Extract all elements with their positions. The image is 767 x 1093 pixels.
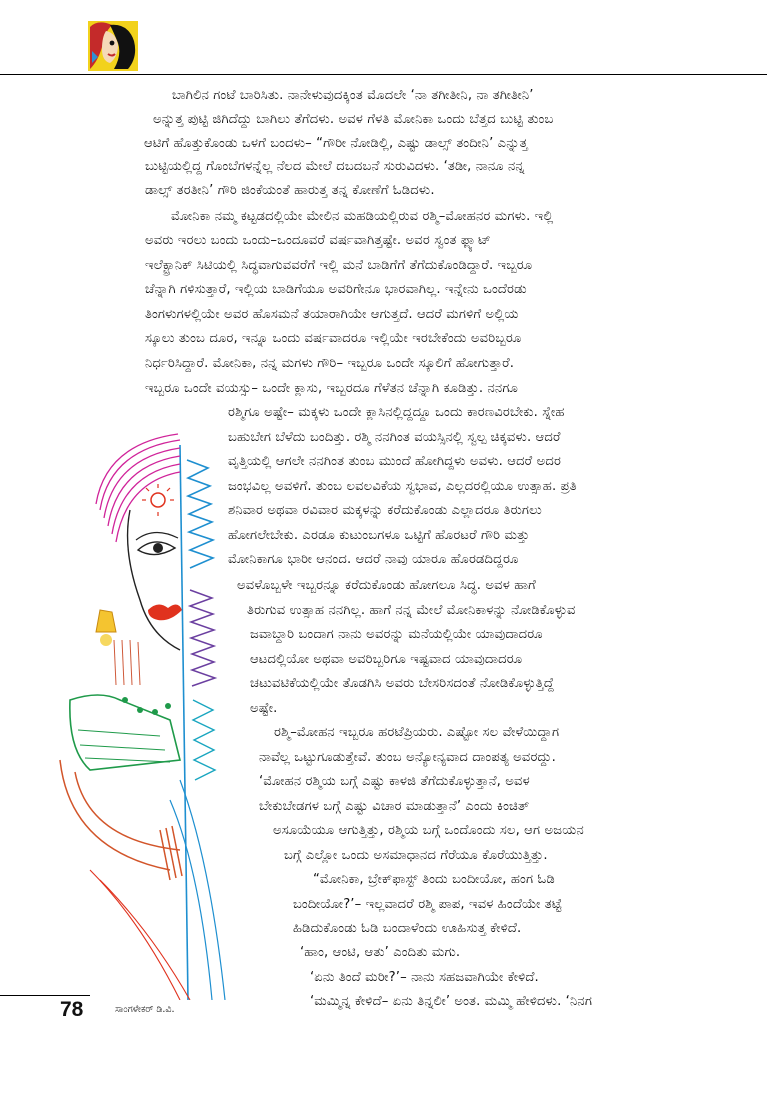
article-line: ‘ಮೋಹನ ರಶ್ಮಿಯ ಬಗ್ಗೆ ಎಷ್ಟು ಕಾಳಜಿ ತೆಗೆದುಕೊಳ್ಳುತ್ತಾನೆ, ಅವಳ bbox=[259, 774, 530, 789]
article-line: ನಿರ್ಧರಿಸಿದ್ದಾರೆ. ಮೋನಿಕಾ, ನನ್ನ ಮಗಳು ಗೌರಿ– ಇಬ್ಬರೂ ಒಂದೇ ಸ್ಕೂಲಿಗೆ ಹೋಗುತ್ತಾರೆ. bbox=[145, 356, 514, 371]
article-line: ರಶ್ಮಿ–ಮೋಹನ ಇಬ್ಬರೂ ಹರಟೆಪ್ರಿಯರು. ಎಷ್ಟೋ ಸಲ ವೇಳೆಯಿದ್ದಾಗ bbox=[274, 725, 560, 740]
page-number: 78 bbox=[60, 998, 84, 1021]
article-line: ಅನ್ನುತ್ತ ಪುಟ್ಟಿ ಜಿಗಿದೆದ್ದು ಬಾಗಿಲು ತೆಗೆದಳು. ಅವಳ ಗೆಳತಿ ಮೋನಿಕಾ ಒಂದು ಬೆತ್ತದ ಬುಟ್ಟಿ ತುಂಬ bbox=[153, 112, 554, 127]
article-line: ಮೋನಿಕಾಗೂ ಭಾರೀ ಆನಂದ. ಆದರೆ ನಾವು ಯಾರೂ ಹೊರಡದಿದ್ದರೂ bbox=[228, 552, 519, 567]
header-rule bbox=[0, 74, 767, 75]
article-line: ರಶ್ಮಿಗೂ ಅಷ್ಟೇ– ಮಕ್ಕಳು ಒಂದೇ ಕ್ಲಾಸಿನಲ್ಲಿದ್ದದ್ದೂ ಒಂದು ಕಾರಣವಿರಬೇಕು. ಸ್ನೇಹ bbox=[228, 405, 565, 420]
article-line: ಚೆನ್ನಾಗಿ ಗಳಿಸುತ್ತಾರೆ, ಇಲ್ಲಿಯ ಬಾಡಿಗೆಯೂ ಅವರಿಗೇನೂ ಭಾರವಾಗಿಲ್ಲ. ಇನ್ನೇನು ಒಂದೆರಡು bbox=[145, 282, 527, 297]
article-line: ಬಹುಬೇಗ ಬೆಳೆದು ಬಂದಿತ್ತು. ರಶ್ಮಿ ನನಗಿಂತ ವಯಸ್ಸಿನಲ್ಲಿ ಸ್ವಲ್ಪ ಚಿಕ್ಕವಳು. ಆದರೆ bbox=[228, 430, 561, 445]
article-line: ಬಾಗಿಲಿನ ಗಂಟೆ ಬಾರಿಸಿತು. ನಾನೇಳುವುದಕ್ಕಿಂತ ಮೊದಲೇ ‘ನಾ ತಗೀತೀನಿ, ನಾ ತಗೀತೀನಿ’ bbox=[172, 88, 534, 103]
article-line: ಬಗ್ಗೆ ಎಲ್ಲೋ ಒಂದು ಅಸಮಾಧಾನದ ಗೆರೆಯೂ ಕೊರೆಯುತ್ತಿತ್ತು. bbox=[284, 848, 548, 863]
article-line: ‘ಮಮ್ಮಿನ್ನ ಕೇಳಿದೆ– ಏನು ತಿನ್ನಲೀ’ ಅಂತ. ಮಮ್ಮಿ ಹೇಳಿದಳು. ‘ನಿನಗ bbox=[310, 994, 593, 1009]
article-line: ಅವಳೊಬ್ಬಳೇ ಇಬ್ಬರನ್ನೂ ಕರೆದುಕೊಂಡು ಹೋಗಲೂ ಸಿದ್ಧ. ಅವಳ ಹಾಗೆ bbox=[237, 578, 536, 593]
article-line: ವೃತ್ತಿಯಲ್ಲಿ ಆಗಲೇ ನನಗಿಂತ ತುಂಬ ಮುಂದೆ ಹೋಗಿದ್ದಳು ಅವಳು. ಆದರೆ ಅದರ bbox=[228, 454, 562, 469]
footer-rule bbox=[0, 995, 90, 996]
article-line: ಬೇಕುಬೇಡಗಳ ಬಗ್ಗೆ ಎಷ್ಟು ವಿಚಾರ ಮಾಡುತ್ತಾನೆ’ ಎಂದು ಕಿಂಚಿತ್ bbox=[259, 799, 530, 814]
article-line: ಅಷ್ಟೇ. bbox=[250, 701, 278, 716]
article-line: ಮೋನಿಕಾ ನಮ್ಮ ಕಟ್ಟಡದಲ್ಲಿಯೇ ಮೇಲಿನ ಮಹಡಿಯಲ್ಲಿರುವ ರಶ್ಮಿ–ಮೋಹನರ ಮಗಳು. ಇಲ್ಲಿ bbox=[171, 209, 554, 224]
article-line: ತಿಂಗಳುಗಳಲ್ಲಿಯೇ ಅವರ ಹೊಸಮನೆ ತಯಾರಾಗಿಯೇ ಆಗುತ್ತದೆ. ಆದರೆ ಮಗಳಿಗೆ ಅಲ್ಲಿಯ bbox=[145, 307, 519, 322]
article-line: ಚಟುವಟಿಕೆಯಲ್ಲಿಯೇ ತೊಡಗಿಸಿ ಅವರು ಬೇಸರಿಸದಂತೆ ನೋಡಿಕೊಳ್ಳುತ್ತಿದ್ದೆ bbox=[250, 676, 555, 691]
woman-sketch-illustration bbox=[30, 400, 255, 1000]
article-line: ಇಲೆಕ್ಟ್ರಾನಿಕ್ ಸಿಟಿಯಲ್ಲಿ ಸಿದ್ಧವಾಗುವವರೆಗೆ ಇಲ್ಲಿ ಮನೆ ಬಾಡಿಗೆಗೆ ತೆಗೆದುಕೊಂಡಿದ್ದಾರೆ. ಇಬ್ಬರೂ bbox=[145, 258, 533, 273]
article-line: ‘ಹಾಂ, ಆಂಟಿ, ಆತು’ ಎಂದಿತು ಮಗು. bbox=[300, 945, 461, 960]
article-line: ಬುಟ್ಟಿಯಲ್ಲಿದ್ದ ಗೊಂಬೆಗಳನ್ನೆಲ್ಲ ನೆಲದ ಮೇಲೆ ದಬದಬನೆ ಸುರುವಿದಳು. ‘ತಡೀ, ನಾನೂ ನನ್ನ bbox=[145, 159, 525, 174]
article-line: ಹಿಡಿದುಕೊಂಡು ಓಡಿ ಬಂದಾಳೆಂದು ಊಹಿಸುತ್ತ ಕೇಳಿದೆ. bbox=[293, 921, 522, 936]
illustration-credit: ಸಾಂಗಳೇಕರ್ ಡಿ.ವಿ. bbox=[115, 1004, 175, 1015]
article-line: ಸ್ಕೂಲು ತುಂಬ ದೂರ, ಇನ್ನೂ ಒಂದು ವರ್ಷವಾದರೂ ಇಲ್ಲಿಯೇ ಇರಬೇಕೆಂದು ಅವರಿಬ್ಬರೂ bbox=[145, 331, 522, 346]
article-line: ಆಟದಲ್ಲಿಯೋ ಅಥವಾ ಅವರಿಬ್ಬರಿಗೂ ಇಷ್ಟವಾದ ಯಾವುದಾದರೂ bbox=[250, 652, 523, 667]
article-line: ನಾವೆಲ್ಲ ಒಟ್ಟುಗೂಡುತ್ತೇವೆ. ತುಂಬ ಅನ್ಯೋನ್ಯವಾದ ದಾಂಪತ್ಯ ಅವರದ್ದು. bbox=[259, 750, 556, 765]
article-line: ತಿರುಗುವ ಉತ್ಸಾಹ ನನಗಿಲ್ಲ. ಹಾಗೆ ನನ್ನ ಮೇಲೆ ಮೋನಿಕಾಳನ್ನು ನೋಡಿಕೊಳ್ಳುವ bbox=[247, 603, 576, 618]
article-line: “ಮೋನಿಕಾ, ಬ್ರೇಕ್‌ಫಾಸ್ಟ್ ತಿಂದು ಬಂದೀಯೋ, ಹಂಗ ಓಡಿ bbox=[313, 872, 555, 887]
article-line: ಇಬ್ಬರೂ ಒಂದೇ ವಯಸ್ಸು– ಒಂದೇ ಕ್ಲಾಸು, ಇಬ್ಬರದೂ ಗೆಳೆತನ ಚೆನ್ನಾಗಿ ಕೂಡಿತ್ತು. ನನಗೂ bbox=[145, 381, 518, 396]
article-line: ಜಂಭವಿಲ್ಲ ಅವಳಿಗೆ. ತುಂಬ ಲವಲವಿಕೆಯ ಸ್ವಭಾವ, ಎಲ್ಲದರಲ್ಲಿಯೂ ಉತ್ಸಾಹ. ಪ್ರತಿ bbox=[228, 479, 577, 494]
magazine-logo-icon bbox=[88, 21, 138, 71]
article-line: ಆಟಿಗೆ ಹೊತ್ತುಕೊಂಡು ಒಳಗೆ ಬಂದಳು– “ಗೌರೀ ನೋಡಿಲ್ಲಿ, ಎಷ್ಟು ಡಾಲ್ಸ್ ತಂದೀನಿ’ ಎನ್ನುತ್ತ bbox=[144, 136, 528, 151]
article-line: ಅಸೂಯೆಯೂ ಆಗುತ್ತಿತ್ತು, ರಶ್ಮಿಯ ಬಗ್ಗೆ ಒಂದೊಂದು ಸಲ, ಆಗ ಅಜಯನ bbox=[273, 823, 584, 838]
article-line: ಅವರು ಇರಲು ಬಂದು ಒಂದು–ಒಂದೂವರೆ ವರ್ಷವಾಗಿತ್ತಷ್ಟೇ. ಅವರ ಸ್ವಂತ ಫ್ಲ್ಯಾಟ್ bbox=[145, 233, 492, 248]
article-line: ಬಂದೀಯೋ?’– ಇಲ್ಲವಾದರೆ ರಶ್ಮಿ ಪಾಪ, ಇವಳ ಹಿಂದೆಯೇ ತಟ್ಟೆ bbox=[293, 897, 563, 912]
article-line: ಡಾಲ್ಸ್ ತರತೀನಿ’ ಗೌರಿ ಜಿಂಕೆಯಂತೆ ಹಾರುತ್ತ ತನ್ನ ಕೋಣೆಗೆ ಓಡಿದಳು. bbox=[145, 183, 435, 198]
article-line: ಶನಿವಾರ ಅಥವಾ ರವಿವಾರ ಮಕ್ಕಳನ್ನು ಕರೆದುಕೊಂಡು ಎಲ್ಲಾದರೂ ತಿರುಗಲು bbox=[228, 503, 542, 518]
article-line: ಜವಾಬ್ದಾರಿ ಬಂದಾಗ ನಾನು ಅವರನ್ನು ಮನೆಯಲ್ಲಿಯೇ ಯಾವುದಾದರೂ bbox=[250, 627, 543, 642]
article-line: ಹೋಗಲೇಬೇಕು. ಎರಡೂ ಕುಟುಂಬಗಳೂ ಒಟ್ಟಿಗೆ ಹೊರಟರೆ ಗೌರಿ ಮತ್ತು bbox=[228, 528, 530, 543]
article-line: ‘ಏನು ತಿಂದೆ ಮರೀ?’– ನಾನು ಸಹಜವಾಗಿಯೇ ಕೇಳಿದೆ. bbox=[310, 970, 539, 985]
